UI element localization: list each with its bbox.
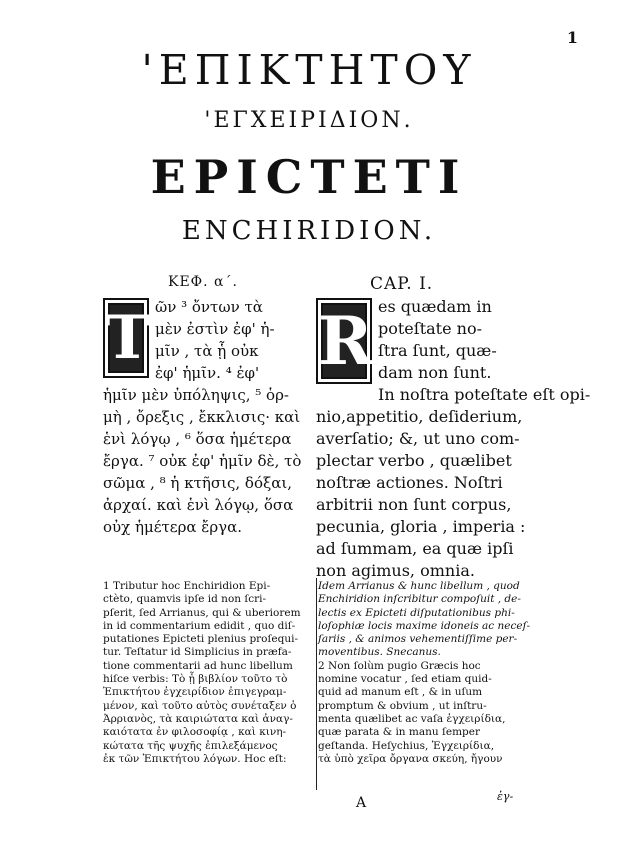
latin-line: ad ſummam, ea quæ ipſi bbox=[316, 539, 514, 558]
catchword: ἐγ- bbox=[497, 790, 514, 803]
footnote-line: menta quælibet ac vaſa ἐγχειρίδια, bbox=[318, 712, 506, 725]
greek-subtitle: 'ΕΓΧΕΙΡΙΔΙΟΝ. bbox=[204, 108, 414, 133]
greek-line: μὴ , ὄρεξις , ἔκκλισις· καὶ bbox=[103, 408, 301, 426]
latin-subtitle: ENCHIRIDION. bbox=[181, 216, 437, 246]
latin-text-column bbox=[316, 296, 591, 582]
footnote-line: putationes Epicteti plenius proſequi- bbox=[103, 633, 298, 646]
greek-line: ἡμῖν μὲν ὑπόληψις, ⁵ ὁρ- bbox=[103, 386, 289, 404]
greek-text-column bbox=[103, 296, 317, 538]
footnote-line: lectis ex Epicteti diſputationibus phi- bbox=[318, 606, 515, 619]
footnote-line: loſophiæ locis maxime idoneis ac neceſ- bbox=[318, 619, 531, 632]
notes-column-divider bbox=[316, 578, 317, 790]
greek-line: ἑνὶ λόγῳ , ⁶ ὅσα ἡμέτερα bbox=[103, 430, 292, 448]
footnote-line: Ἐπικτήτου ἐγχειρίδιον ἐπιγεγραμ- bbox=[103, 686, 287, 699]
footnote-line: Idem Arrianus & hunc libellum , quod bbox=[318, 580, 520, 592]
greek-title: 'ΕΠΙΚΤΗΤΟΥ bbox=[141, 46, 477, 94]
greek-line: μῖν , τὰ ᾗ οὐκ bbox=[155, 342, 259, 360]
greek-line: ἔργα. ⁷ οὐκ ἐφ' ἡμῖν δὲ, τὸ bbox=[103, 452, 302, 470]
footnote-line: geſtanda. Heſychius, Ἐγχειρίδια, bbox=[318, 739, 495, 752]
latin-dropcap: R bbox=[316, 298, 372, 384]
latin-line: nio,appetitio, deſiderium, bbox=[316, 407, 523, 426]
latin-title: EPICTETI bbox=[150, 150, 468, 204]
footnote-line: hiſce verbis: Τὸ ᾗ βιβλίον τοῦτο τὸ bbox=[103, 673, 288, 686]
footnote-line: nomine vocatur , ſed etiam quid- bbox=[318, 673, 492, 686]
footnotes-right bbox=[318, 580, 530, 766]
footnote-line: ἐκ τῶν Ἐπικτήτου λόγων. Hoc eſt: bbox=[103, 752, 287, 765]
latin-chapter-heading: CAP. I. bbox=[370, 274, 434, 294]
greek-line: ἀρχαί. καὶ ἑνὶ λόγῳ, ὅσα bbox=[103, 496, 294, 514]
latin-line: es quædam in bbox=[378, 297, 492, 316]
latin-line: non agimus, omnia. bbox=[316, 561, 475, 580]
footnote-line: in id commentarium edidit , quo diſ- bbox=[103, 619, 296, 632]
footnote-line: ſariis , & animos vehementiſſime per- bbox=[318, 633, 518, 646]
greek-chapter-heading: ΚΕΦ. α΄. bbox=[168, 274, 238, 290]
greek-dropcap: T bbox=[103, 298, 149, 378]
latin-line: dam non ſunt. bbox=[378, 363, 492, 382]
footnote-line: quid ad manum eſt , & in uſum bbox=[318, 686, 483, 699]
greek-line: ἐφ' ἡμῖν. ⁴ ἐφ' bbox=[155, 364, 260, 382]
latin-line: noſtræ actiones. Noſtri bbox=[316, 473, 503, 492]
footnote-line: κώτατα τῆς ψυχῆς ἐπιλεξάμενος bbox=[103, 739, 278, 752]
latin-line: poteſtate no- bbox=[378, 319, 482, 338]
latin-line: averſatio; &, ut uno com- bbox=[316, 429, 520, 448]
footnote-line: Enchiridion inſcribitur compoſuit , de- bbox=[318, 593, 521, 606]
footnote-line: moventibus. Snecanus. bbox=[318, 646, 441, 659]
footnote-line: tur. Teſtatur id Simplicius in præfa- bbox=[103, 646, 292, 659]
footnote-line: μένον, καὶ τοῦτο αὐτὸς συνέταξεν ὁ bbox=[103, 699, 297, 712]
signature-mark: A bbox=[356, 795, 367, 811]
latin-line: In noſtra poteſtate eſt opi- bbox=[378, 385, 591, 404]
footnotes-left bbox=[103, 580, 315, 766]
greek-line: ῶν ³ ὄντων τὰ bbox=[155, 298, 263, 316]
footnote-line: 2 Non ſolùm pugio Græcis hoc bbox=[318, 659, 481, 672]
greek-line: οὐχ ἡμέτερα ἔργα. bbox=[103, 518, 243, 536]
footnote-line: Ἀρριανὸς, τὰ καιριώτατα καὶ ἀναγ- bbox=[103, 712, 293, 725]
footnote-line: tione commentarii ad hunc libellum bbox=[103, 659, 293, 672]
latin-line: plectar verbo , quælibet bbox=[316, 451, 512, 470]
footnote-line: quæ parata & in manu ſemper bbox=[318, 726, 481, 739]
latin-line: arbitrii non ſunt corpus, bbox=[316, 495, 512, 514]
page-number: 1 bbox=[566, 28, 578, 47]
footnote-line: promptum & obvium , ut inſtru- bbox=[318, 699, 487, 712]
footnote-line: καιότατα ἐν φιλοσοφίᾳ , καὶ κινη- bbox=[103, 726, 287, 739]
latin-line: pecunia, gloria , imperia : bbox=[316, 517, 526, 536]
footnote-line: ctèto, quamvis ipſe id non ſcri- bbox=[103, 593, 267, 606]
footnote-line: τὰ ὑπὸ χεῖρα ὄργανα σκεύη, ἤγουν bbox=[318, 752, 503, 765]
footnote-line: 1 Tributur hoc Enchiridion Epi- bbox=[103, 580, 271, 592]
greek-line: σῶμα , ⁸ ἡ κτῆσις, δόξαι, bbox=[103, 474, 293, 492]
footnote-line: pſerit, ſed Arrianus, qui & uberiorem bbox=[103, 606, 301, 619]
latin-line: ſtra ſunt, quæ- bbox=[378, 341, 497, 360]
greek-line: μὲν ἐστὶν ἐφ' ἡ- bbox=[155, 320, 275, 338]
